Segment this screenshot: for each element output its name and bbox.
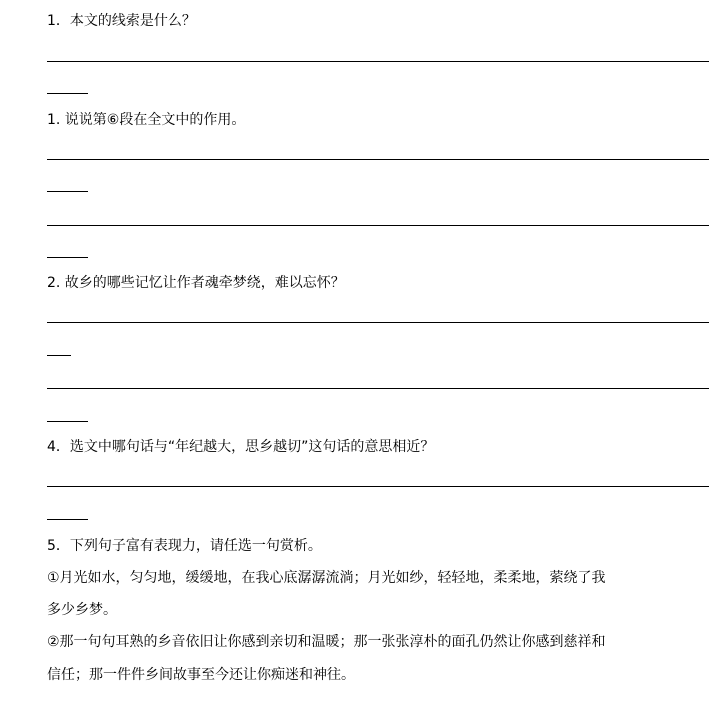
question-2: 2. 故乡的哪些记忆让作者魂牵梦绕，难以忘怀？ <box>47 275 345 291</box>
answer-line[interactable] <box>47 61 709 62</box>
answer-line[interactable] <box>47 225 709 226</box>
answer-line[interactable] <box>47 322 709 323</box>
answer-line-end <box>47 191 88 192</box>
answer-line[interactable] <box>47 159 709 160</box>
question-1-role-of-paragraph: 1. 说说第⑥段在全文中的作用。 <box>47 112 246 128</box>
question-4: 4．选文中哪句话与“年纪越大，思乡越切”这句话的意思相近？ <box>47 439 435 455</box>
sentence-2-line-1: ②那一句句耳熟的乡音依旧让你感到亲切和温暖；那一张张淳朴的面孔仍然让你感到慈祥和 <box>47 634 606 650</box>
sentence-1-line-1: ①月光如水，匀匀地，缓缓地，在我心底潺潺流淌；月光如纱，轻轻地，柔柔地，萦绕了我 <box>47 570 606 586</box>
question-1: 1．本文的线索是什么？ <box>47 13 196 29</box>
sentence-1-line-2: 多少乡梦。 <box>47 602 117 618</box>
answer-line-end <box>47 421 88 422</box>
answer-line[interactable] <box>47 486 709 487</box>
question-5: 5．下列句子富有表现力，请任选一句赏析。 <box>47 538 322 554</box>
answer-line-end <box>47 93 88 94</box>
sentence-2-line-2: 信任；那一件件乡间故事至今还让你痴迷和神往。 <box>47 667 355 683</box>
answer-line-end <box>47 257 88 258</box>
answer-line-end <box>47 355 71 356</box>
answer-line[interactable] <box>47 388 709 389</box>
answer-line-end <box>47 519 88 520</box>
